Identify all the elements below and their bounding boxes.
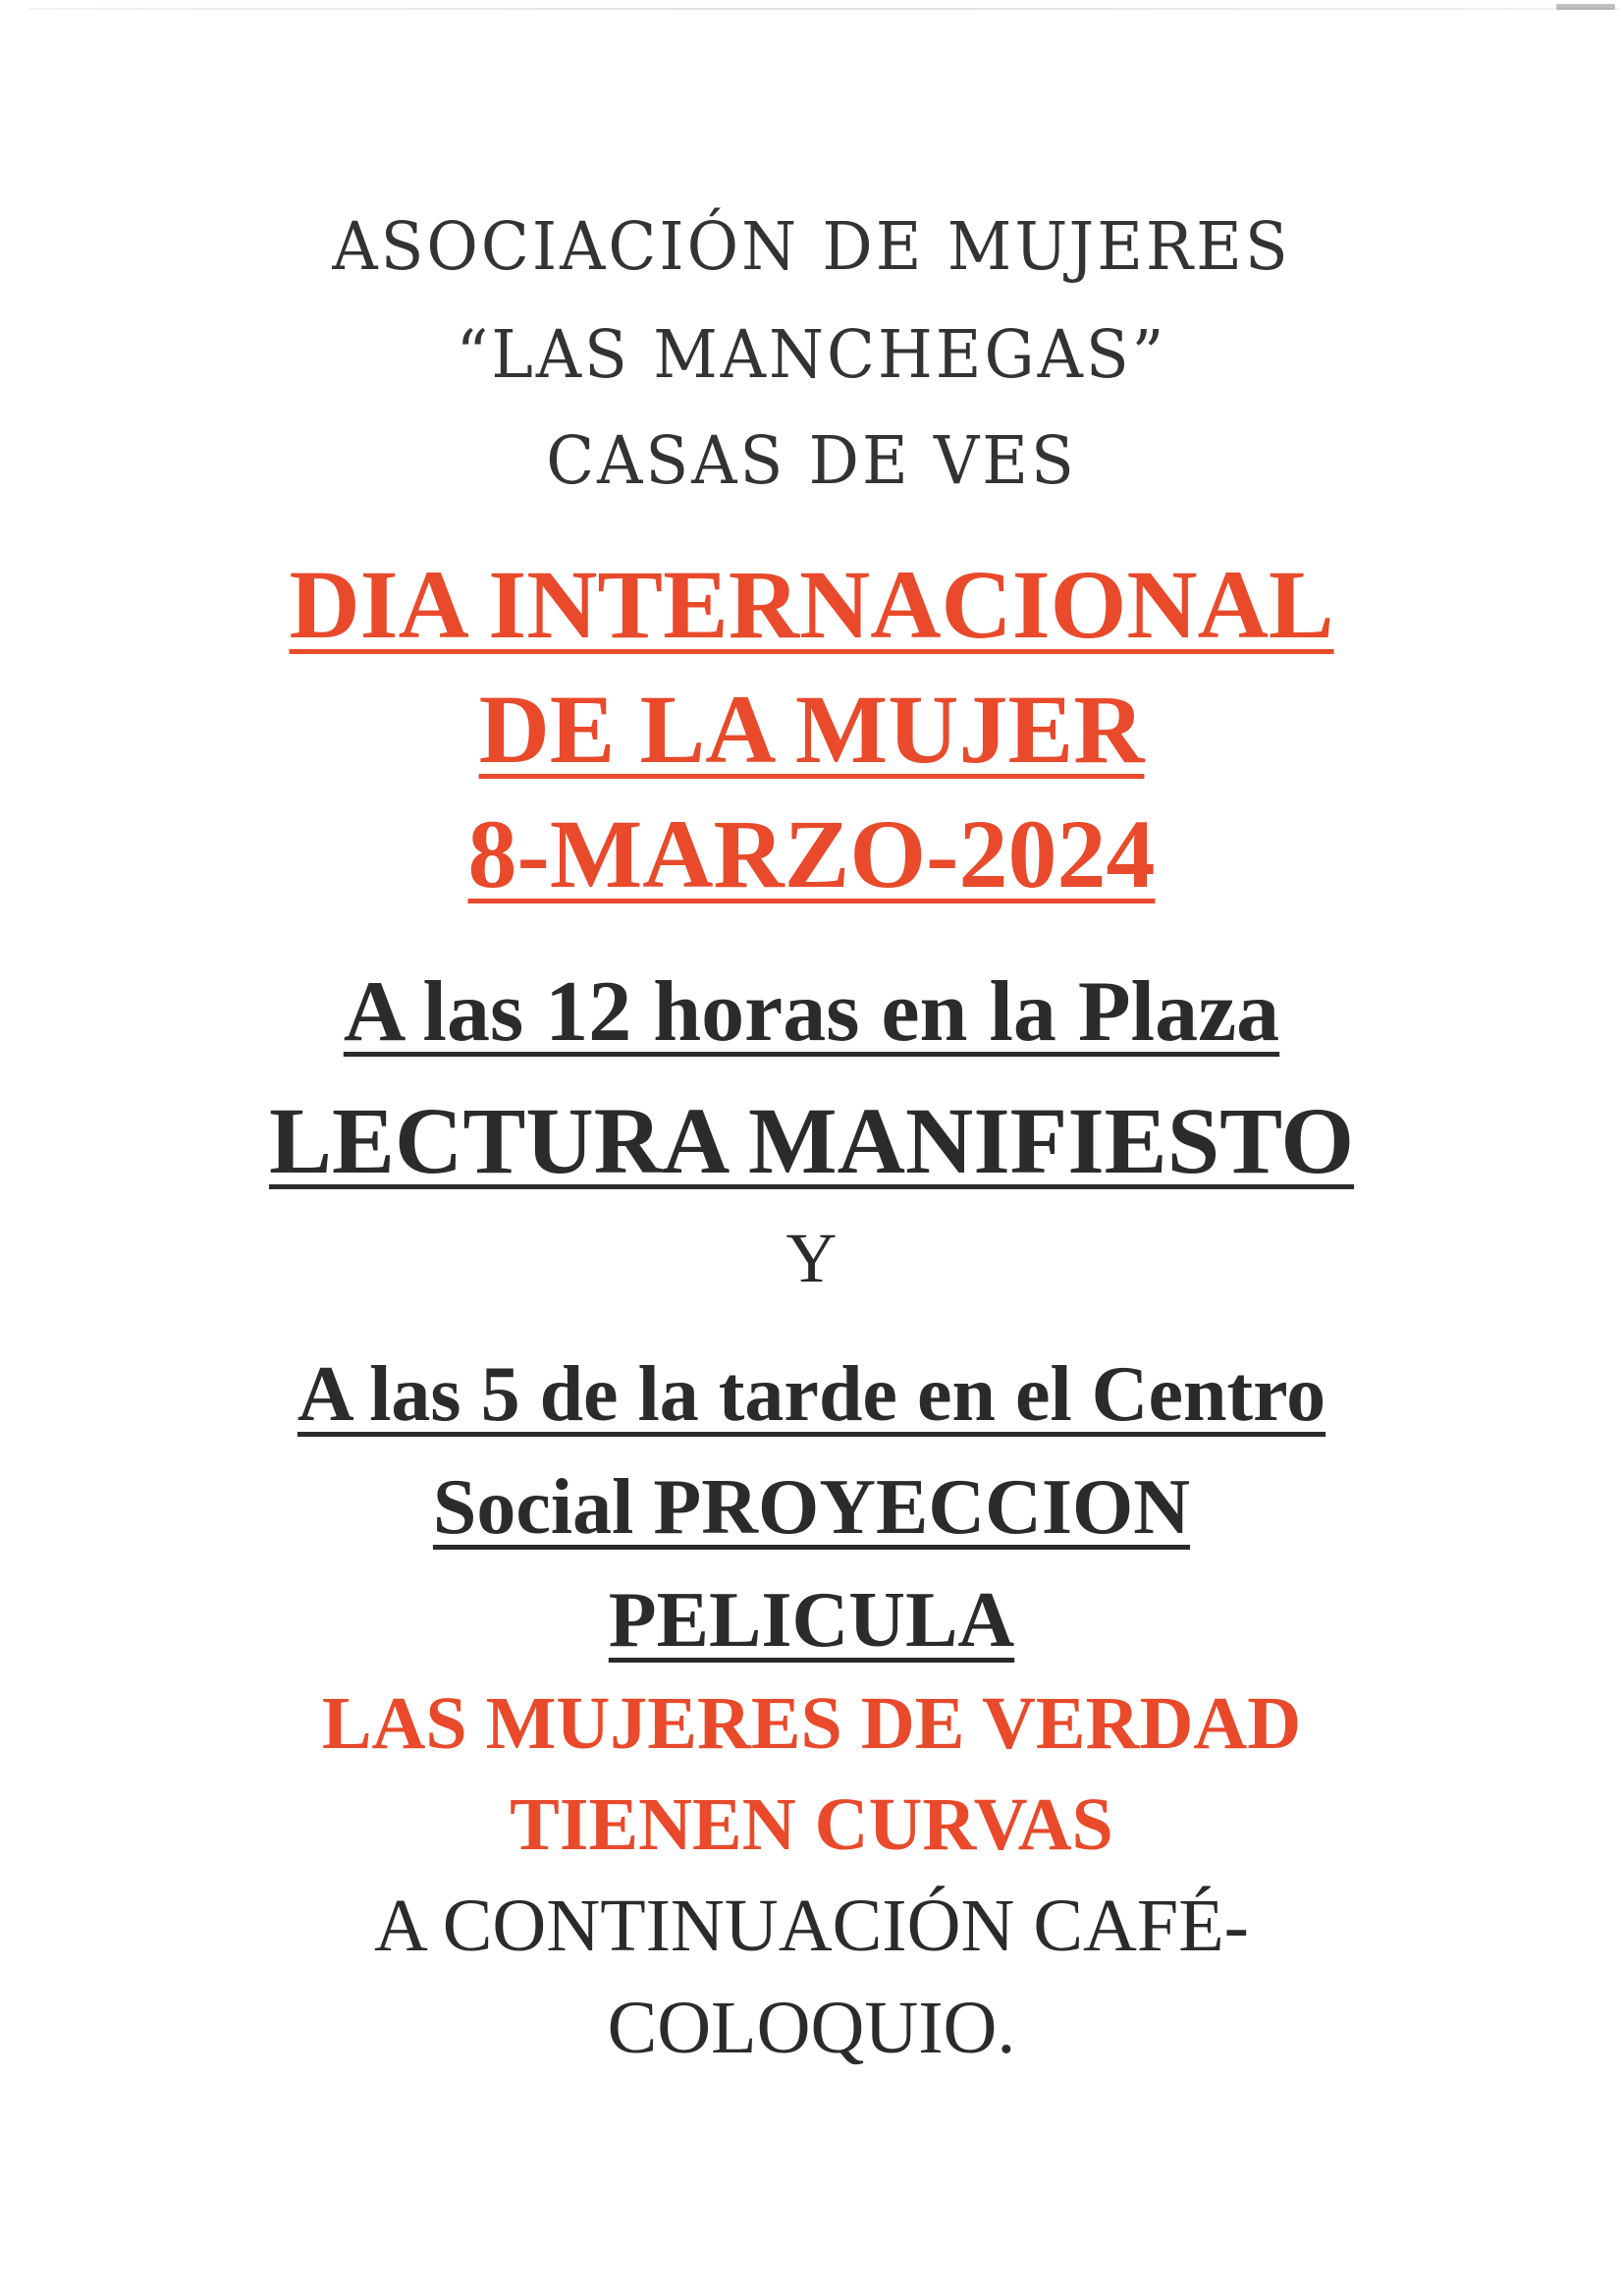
scan-artifact-mark: [1556, 4, 1615, 10]
film-title-line-1: LAS MUJERES DE VERDAD: [321, 1682, 1302, 1765]
event1-time-place: A las 12 horas en la Plaza: [343, 964, 1280, 1060]
title-line-1: DIA INTERNACIONAL: [289, 550, 1334, 659]
association-name: ASOCIACIÓN DE MUJERES: [332, 209, 1291, 286]
event1-activity: LECTURA MANIFIESTO: [268, 1088, 1355, 1193]
event2-activity: Social PROYECCION: [432, 1464, 1191, 1551]
closing-line-2: COLOQUIO.: [607, 1987, 1016, 2069]
association-town: CASAS DE VES: [546, 423, 1077, 500]
title-line-2: DE LA MUJER: [478, 675, 1145, 784]
event2-activity-cont: PELICULA: [608, 1577, 1015, 1664]
film-title-line-2: TIENEN CURVAS: [510, 1783, 1113, 1866]
association-nickname: “LAS MANCHEGAS”: [456, 317, 1167, 394]
closing-line-1: A CONTINUACIÓN CAFÉ-: [374, 1885, 1249, 1967]
event-date: 8-MARZO-2024: [467, 799, 1156, 908]
connector-y: Y: [785, 1219, 838, 1297]
scan-artifact-line: [29, 8, 1620, 10]
event2-time-place: A las 5 de la tarde en el Centro: [297, 1351, 1326, 1438]
